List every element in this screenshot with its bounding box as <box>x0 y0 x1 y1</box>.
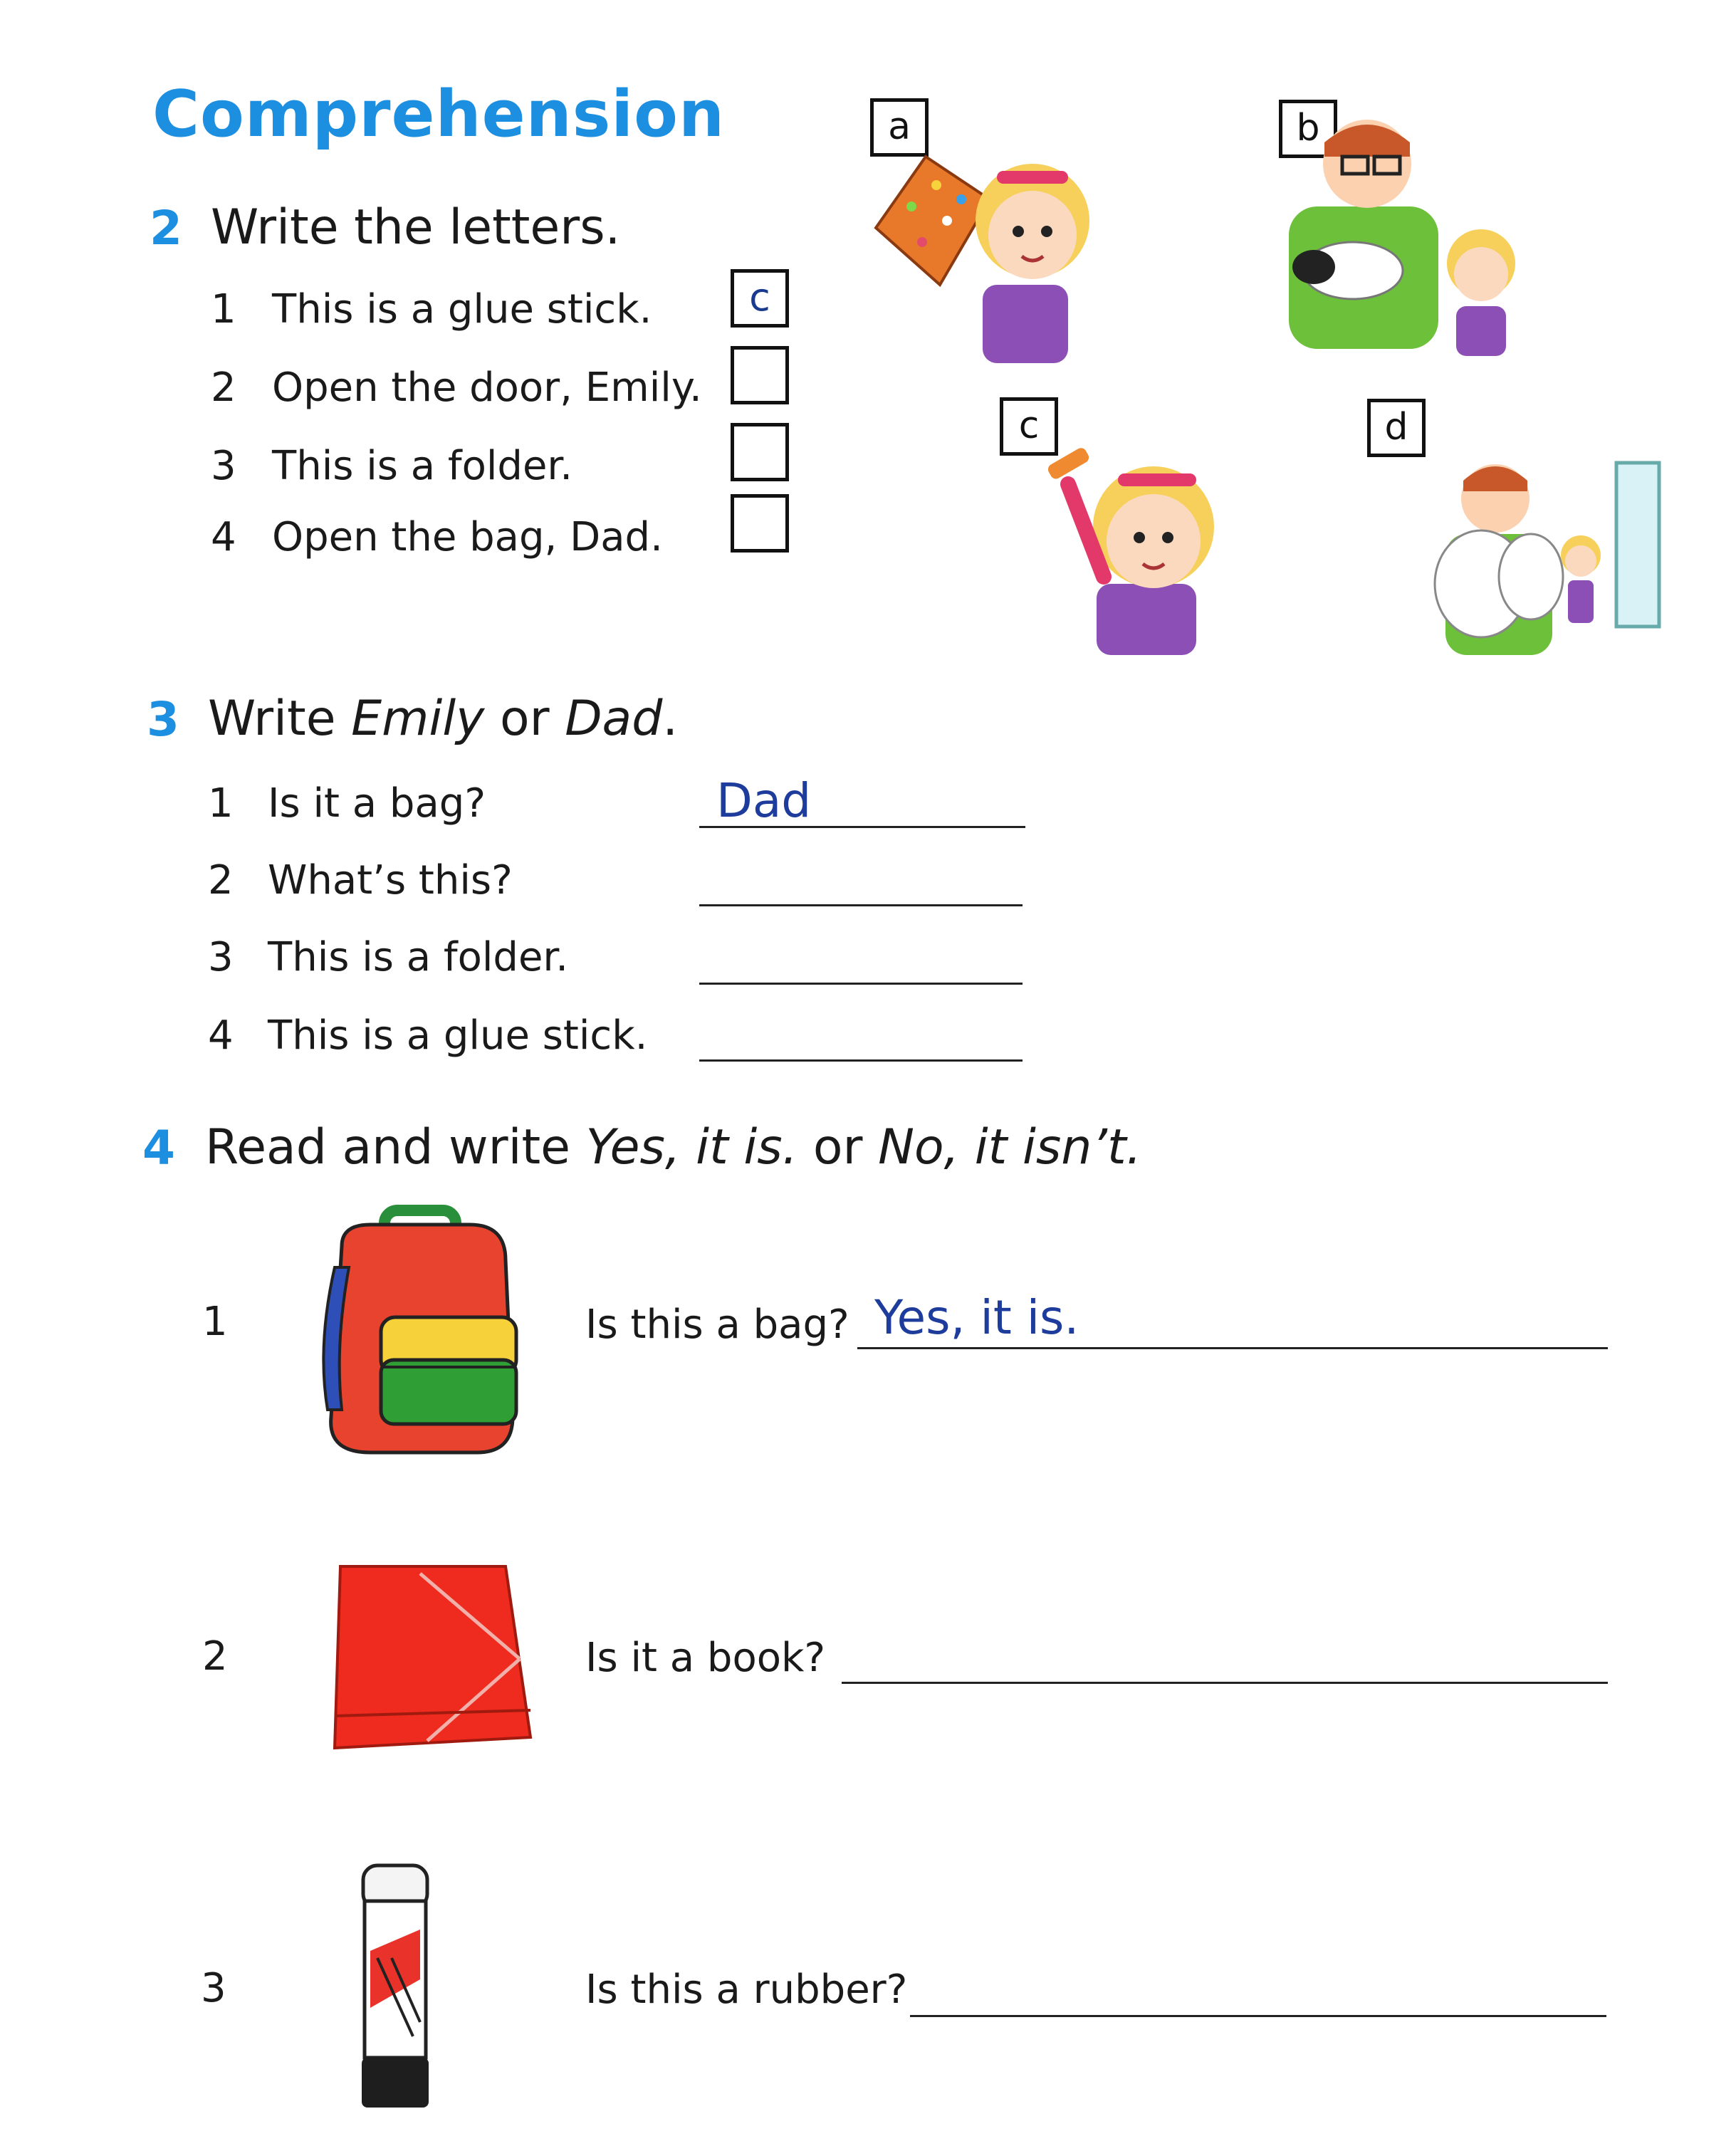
picture-d-girl-opening-door <box>1417 449 1673 662</box>
ex3-item-2-number: 2 <box>208 857 234 904</box>
exercise-2-number: 2 <box>150 201 182 256</box>
ex3-instruction-part-1: Write <box>208 691 352 747</box>
picture-label-c: c <box>1000 397 1058 456</box>
picture-label-d: d <box>1367 399 1426 457</box>
ex4-instruction-yes: Yes, it is. <box>585 1119 798 1176</box>
ex2-item-4-number: 4 <box>211 514 236 560</box>
ex3-item-3-text: This is a folder. <box>268 934 569 980</box>
ex3-item-4-answer-line[interactable] <box>699 1059 1023 1062</box>
ex3-item-4-number: 4 <box>208 1012 234 1059</box>
picture-a-girl-with-folder <box>869 142 1139 363</box>
ex3-item-1-text: Is it a bag? <box>268 780 486 827</box>
ex4-item-3-question: Is this a rubber? <box>585 1967 908 2013</box>
ex4-instruction-part-1: Read and write <box>205 1119 586 1176</box>
ex2-item-3-answer-box[interactable] <box>731 423 789 481</box>
picture-b-dad-with-sheep <box>1275 107 1538 363</box>
ex4-item-3-number: 3 <box>201 1965 226 2011</box>
exercise-3-number: 3 <box>147 692 179 747</box>
ex4-item-2-question: Is it a book? <box>585 1635 826 1681</box>
ex4-instruction-no: No, it isn’t. <box>878 1119 1142 1176</box>
ex4-instruction-part-3: or <box>798 1119 879 1176</box>
ex4-item-2-number: 2 <box>202 1633 228 1680</box>
ex3-instruction-emily: Emily <box>351 691 485 747</box>
ex4-item-3-answer-line[interactable] <box>910 2015 1606 2017</box>
ex3-item-4-text: This is a glue stick. <box>268 1012 648 1059</box>
ex2-item-2-text: Open the door, Emily. <box>272 365 702 411</box>
exercise-4-instruction <box>205 1119 1141 1176</box>
ex2-item-2-answer-box[interactable] <box>731 346 789 404</box>
exercise-4-number: 4 <box>142 1121 175 1176</box>
folder-picture <box>328 1559 541 1759</box>
ex3-item-2-answer-line[interactable] <box>699 904 1023 906</box>
exercise-3-instruction <box>208 691 678 747</box>
ex3-item-2-text: What’s this? <box>268 857 513 904</box>
ex2-item-1-answer-box[interactable]: c <box>731 269 789 328</box>
ex3-instruction-part-3: or <box>484 691 565 747</box>
ex3-instruction-part-5: . <box>662 691 679 747</box>
ex3-item-3-number: 3 <box>208 934 234 980</box>
ex4-item-1-number: 1 <box>202 1299 228 1345</box>
glue-stick-picture <box>349 1851 441 2122</box>
ex4-item-1-answer-line[interactable] <box>857 1347 1608 1349</box>
exercise-2-instruction: Write the letters. <box>211 199 621 256</box>
ex2-item-2-number: 2 <box>211 365 236 411</box>
picture-label-a: a <box>870 98 929 157</box>
picture-label-b: b <box>1279 100 1337 158</box>
ex3-instruction-dad: Dad <box>565 691 663 747</box>
ex2-item-4-answer-box[interactable] <box>731 494 789 553</box>
picture-c-girl-with-glue-stick <box>1040 441 1253 655</box>
ex4-item-2-answer-line[interactable] <box>842 1682 1608 1684</box>
ex4-item-1-answer: Yes, it is. <box>874 1290 1079 1345</box>
ex3-item-1-answer: Dad <box>716 773 812 828</box>
backpack-picture <box>313 1203 534 1460</box>
ex2-item-1-text: This is a glue stick. <box>272 286 652 333</box>
ex2-item-4-text: Open the bag, Dad. <box>272 514 663 560</box>
page-title: Comprehension <box>152 77 726 152</box>
ex2-item-1-number: 1 <box>211 286 236 333</box>
ex2-item-3-number: 3 <box>211 443 236 489</box>
ex3-item-3-answer-line[interactable] <box>699 983 1023 985</box>
ex3-item-1-number: 1 <box>208 780 234 827</box>
ex3-item-1-answer-line[interactable] <box>699 826 1025 828</box>
ex4-item-1-question: Is this a bag? <box>585 1302 849 1348</box>
ex2-item-3-text: This is a folder. <box>272 443 573 489</box>
